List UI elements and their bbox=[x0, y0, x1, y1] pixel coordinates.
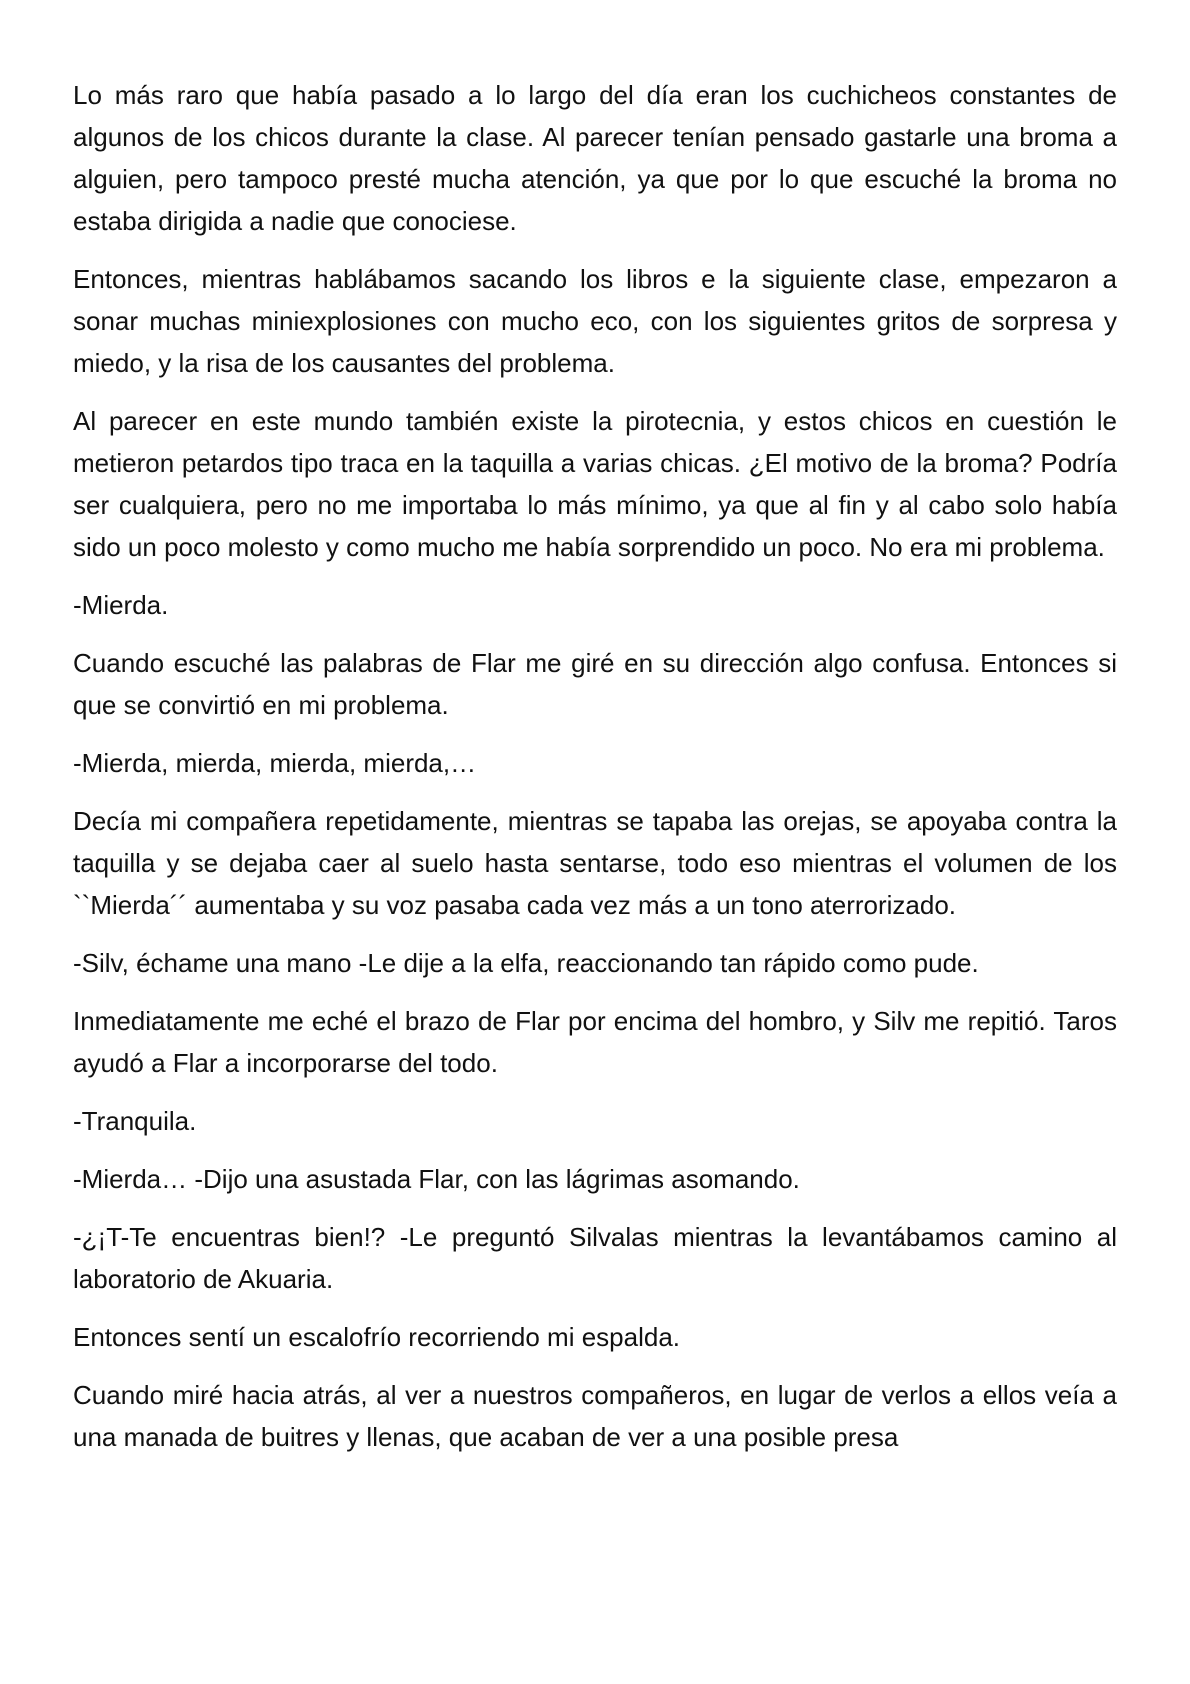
paragraph: Decía mi compañera repetidamente, mientras se tapaba las orejas, se apoyaba contra la taquilla y se dejaba caer al suelo hasta sentarse, todo eso mientras el volumen de los ``Mierda´´ aumentaba y su voz pasaba cada vez más a un tono aterrorizado. bbox=[73, 806, 1117, 920]
paragraph: Al parecer en este mundo también existe la pirotecnia, y estos chicos en cuestión le metieron petardos tipo traca en la taquilla a varias chicas. ¿El motivo de la broma? Podría ser cualquiera, pero no me importaba lo más mínimo, ya que al fin y al cabo solo había sido un poco molesto y como mucho me había sorprendido un poco. No era mi problema. bbox=[73, 406, 1117, 562]
paragraph: -Tranquila. bbox=[73, 1106, 197, 1136]
paragraph: -Mierda… -Dijo una asustada Flar, con las lágrimas asomando. bbox=[73, 1164, 800, 1194]
paragraph: Lo más raro que había pasado a lo largo del día eran los cuchicheos constantes de algunos de los chicos durante la clase. Al parecer tenían pensado gastarle una broma a alguien, pero tampoco presté mucha atención, ya que por lo que escuché la broma no estaba dirigida a nadie que conociese. bbox=[73, 80, 1117, 236]
paragraph: -Silv, échame una mano -Le dije a la elfa, reaccionando tan rápido como pude. bbox=[73, 948, 979, 978]
paragraph: Entonces, mientras hablábamos sacando los libros e la siguiente clase, empezaron a sonar muchas miniexplosiones con mucho eco, con los siguientes gritos de sorpresa y miedo, y la risa de los causantes del problema. bbox=[73, 264, 1117, 378]
paragraph: Cuando escuché las palabras de Flar me giré en su dirección algo confusa. Entonces si que se convirtió en mi problema. bbox=[73, 648, 1117, 720]
paragraph: -¿¡T-Te encuentras bien!? -Le preguntó Silvalas mientras la levantábamos camino al laboratorio de Akuaria. bbox=[73, 1222, 1117, 1294]
paragraph: Inmediatamente me eché el brazo de Flar por encima del hombro, y Silv me repitió. Taros ayudó a Flar a incorporarse del todo. bbox=[73, 1006, 1117, 1078]
paragraph: Entonces sentí un escalofrío recorriendo mi espalda. bbox=[73, 1322, 681, 1352]
paragraph: -Mierda, mierda, mierda, mierda,… bbox=[73, 748, 477, 778]
paragraph: -Mierda. bbox=[73, 590, 169, 620]
paragraph: Cuando miré hacia atrás, al ver a nuestros compañeros, en lugar de verlos a ellos veía a una manada de buitres y llenas, que acaban de ver a una posible presa bbox=[73, 1380, 1117, 1452]
